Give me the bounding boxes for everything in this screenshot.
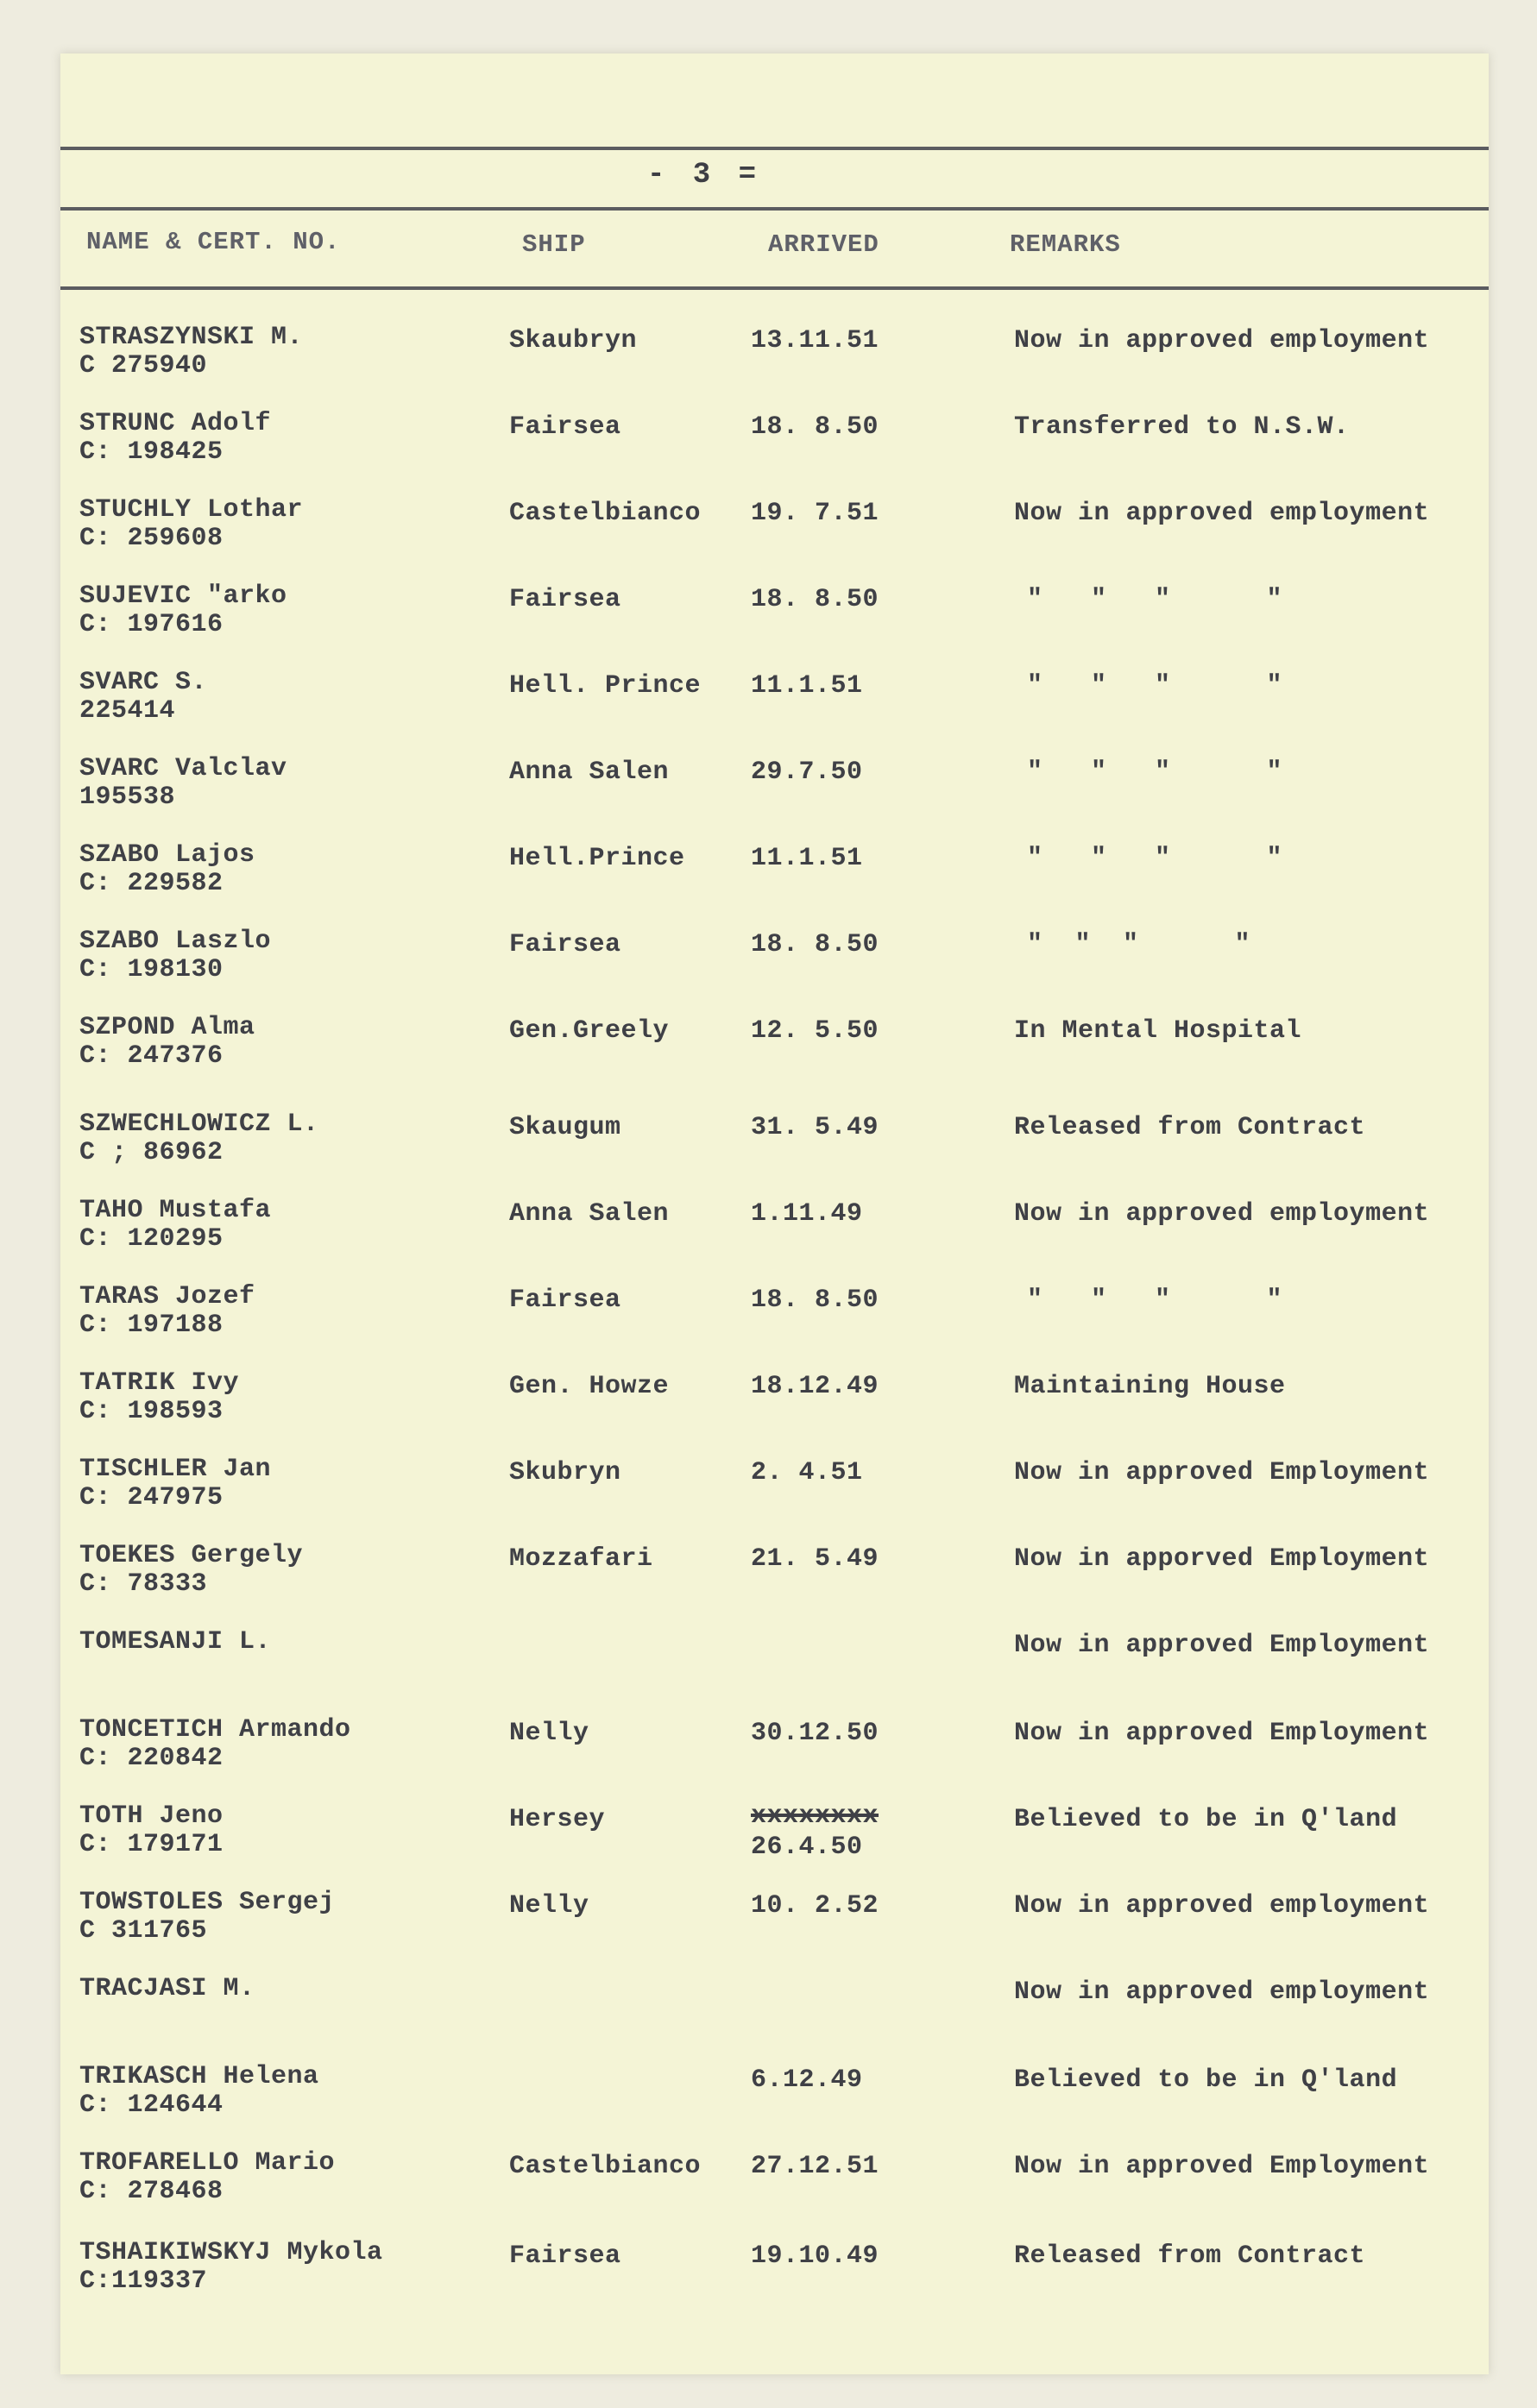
record-arrived: 18. 8.50 — [751, 1286, 879, 1315]
record-ship: Mozzafari — [509, 1544, 653, 1574]
record-name: TROFARELLO Mario — [79, 2148, 336, 2178]
record-remarks: Now in approved Employment — [1014, 1719, 1430, 1748]
record-remarks: Released from Contract — [1014, 2241, 1366, 2271]
record-cert-number: C: 78333 — [79, 1569, 208, 1599]
record-arrived: 10. 2.52 — [751, 1891, 879, 1921]
table-row — [60, 1541, 1489, 1627]
record-cert-number: C: 229582 — [79, 869, 224, 898]
record-remarks: Now in apporved Employment — [1014, 1544, 1430, 1574]
record-name: SZABO Laszlo — [79, 927, 272, 956]
header-ship: SHIP — [522, 230, 586, 259]
record-remarks: Now in approved Employment — [1014, 2152, 1430, 2181]
record-ship: Castelbianco — [509, 2152, 702, 2181]
record-remarks: Maintaining House — [1014, 1372, 1286, 1401]
record-cert-number: C:119337 — [79, 2267, 208, 2296]
record-remarks: Believed to be in Q'land — [1014, 2065, 1398, 2095]
record-ship: Nelly — [509, 1719, 589, 1748]
record-arrived: 11.1.51 — [751, 671, 863, 701]
record-name: SZABO Lajos — [79, 840, 255, 870]
record-arrived: 26.4.50 — [751, 1833, 863, 1862]
page-number: - 3 = — [647, 159, 762, 192]
record-ship: Gen. Howze — [509, 1372, 670, 1401]
record-cert-number: C ; 86962 — [79, 1138, 224, 1167]
record-remarks: " " " " — [1027, 758, 1283, 787]
record-arrived: 1.11.49 — [751, 1199, 863, 1229]
table-row — [60, 668, 1489, 754]
record-name: TOWSTOLES Sergej — [79, 1888, 336, 1917]
record-name: SVARC S. — [79, 668, 208, 697]
record-ship: Anna Salen — [509, 758, 670, 787]
record-cert-number: C: 247376 — [79, 1041, 224, 1071]
table-row — [60, 582, 1489, 668]
record-name: TOTH Jeno — [79, 1801, 224, 1831]
record-name: TARAS Jozef — [79, 1282, 255, 1311]
header-name-cert: NAME & CERT. NO. — [86, 228, 341, 256]
table-row — [60, 1110, 1489, 1196]
record-arrived: 31. 5.49 — [751, 1113, 879, 1142]
record-cert-number: C: 278468 — [79, 2177, 224, 2206]
record-arrived: 21. 5.49 — [751, 1544, 879, 1574]
record-cert-number: C 311765 — [79, 1916, 208, 1946]
record-name: SUJEVIC "arko — [79, 582, 287, 611]
record-remarks: Now in approved employment — [1014, 1891, 1430, 1921]
record-remarks: Now in approved employment — [1014, 1977, 1430, 2007]
record-remarks: Now in approved Employment — [1014, 1631, 1430, 1660]
record-remarks: Now in approved employment — [1014, 499, 1430, 528]
header-remarks: REMARKS — [1010, 230, 1121, 259]
record-ship: Fairsea — [509, 1286, 621, 1315]
top-rule — [60, 147, 1489, 150]
record-remarks: " " " " — [1027, 1286, 1283, 1315]
table-row — [60, 1801, 1489, 1888]
record-arrived: 12. 5.50 — [751, 1016, 879, 1046]
record-name: STUCHLY Lothar — [79, 495, 304, 525]
record-ship: Skubryn — [509, 1458, 621, 1487]
table-row — [60, 495, 1489, 582]
table-row — [60, 1282, 1489, 1368]
record-name: TRACJASI M. — [79, 1974, 255, 2003]
table-row — [60, 1196, 1489, 1282]
record-ship: Castelbianco — [509, 499, 702, 528]
record-remarks: " " " " — [1027, 844, 1283, 873]
record-cert-number: C: 197616 — [79, 610, 224, 639]
table-row — [60, 840, 1489, 927]
table-row — [60, 323, 1489, 409]
table-row — [60, 2148, 1489, 2235]
record-name: SVARC Valclav — [79, 754, 287, 783]
record-name: TONCETICH Armando — [79, 1715, 351, 1745]
record-name: TOEKES Gergely — [79, 1541, 304, 1570]
record-arrived: 29.7.50 — [751, 758, 863, 787]
record-arrived: 18. 8.50 — [751, 585, 879, 614]
record-arrived: 13.11.51 — [751, 326, 879, 355]
header-arrived: ARRIVED — [768, 230, 879, 259]
record-remarks: Transferred to N.S.W. — [1014, 412, 1350, 442]
record-ship: Fairsea — [509, 930, 621, 959]
record-arrived: 30.12.50 — [751, 1719, 879, 1748]
record-arrived: 11.1.51 — [751, 844, 863, 873]
record-name: SZWECHLOWICZ L. — [79, 1110, 319, 1139]
header-top-rule — [60, 207, 1489, 211]
header-bottom-rule — [60, 286, 1489, 290]
record-ship: Hell. Prince — [509, 671, 702, 701]
record-cert-number: C: 247975 — [79, 1483, 224, 1512]
record-remarks: " " " " — [1027, 930, 1251, 959]
record-ship: Anna Salen — [509, 1199, 670, 1229]
record-cert-number: 225414 — [79, 696, 176, 726]
record-cert-number: C: 124644 — [79, 2090, 224, 2120]
record-arrived: 19. 7.51 — [751, 499, 879, 528]
record-ship: Gen.Greely — [509, 1016, 670, 1046]
record-remarks: " " " " — [1027, 671, 1283, 701]
table-row — [60, 409, 1489, 495]
record-ship: Skaubryn — [509, 326, 638, 355]
record-ship: Hell.Prince — [509, 844, 685, 873]
record-remarks: Now in approved employment — [1014, 1199, 1430, 1229]
record-arrived: 18. 8.50 — [751, 930, 879, 959]
record-remarks: Believed to be in Q'land — [1014, 1805, 1398, 1834]
record-name: SZPOND Alma — [79, 1013, 255, 1042]
record-ship: Fairsea — [509, 585, 621, 614]
record-cert-number: C: 120295 — [79, 1224, 224, 1254]
record-ship: Fairsea — [509, 2241, 621, 2271]
record-name: TSHAIKIWSKYJ Mykola — [79, 2238, 383, 2267]
table-row — [60, 2062, 1489, 2148]
record-ship: Skaugum — [509, 1113, 621, 1142]
record-cert-number: C 275940 — [79, 351, 208, 380]
record-remarks: Released from Contract — [1014, 1113, 1366, 1142]
record-cert-number: C: 259608 — [79, 524, 224, 553]
record-arrived: 19.10.49 — [751, 2241, 879, 2271]
record-remarks: In Mental Hospital — [1014, 1016, 1302, 1046]
table-row — [60, 754, 1489, 840]
table-row — [60, 1013, 1489, 1099]
record-arrived: 6.12.49 — [751, 2065, 863, 2095]
table-row — [60, 1627, 1489, 1713]
record-arrived: 18. 8.50 — [751, 412, 879, 442]
record-ship: Nelly — [509, 1891, 589, 1921]
record-cert-number: 195538 — [79, 783, 176, 812]
table-row — [60, 927, 1489, 1013]
record-name: TRIKASCH Helena — [79, 2062, 319, 2091]
table-row — [60, 1455, 1489, 1541]
record-cert-number: C: 220842 — [79, 1744, 224, 1773]
record-name: STRASZYNSKI M. — [79, 323, 304, 352]
table-row — [60, 2238, 1489, 2324]
record-arrived: 2. 4.51 — [751, 1458, 863, 1487]
table-row — [60, 1888, 1489, 1974]
record-cert-number: C: 197188 — [79, 1311, 224, 1340]
record-name: TISCHLER Jan — [79, 1455, 272, 1484]
record-cert-number: C: 179171 — [79, 1830, 224, 1859]
record-name: TAHO Mustafa — [79, 1196, 272, 1225]
table-row — [60, 1368, 1489, 1455]
record-remarks: Now in approved employment — [1014, 326, 1430, 355]
record-cert-number: C: 198425 — [79, 437, 224, 467]
record-name: TATRIK Ivy — [79, 1368, 240, 1398]
record-arrived: 27.12.51 — [751, 2152, 879, 2181]
record-remarks: " " " " — [1027, 585, 1283, 614]
record-ship: Fairsea — [509, 412, 621, 442]
table-row — [60, 1715, 1489, 1801]
document-page — [60, 53, 1489, 2374]
table-row — [60, 1974, 1489, 2060]
record-remarks: Now in approved Employment — [1014, 1458, 1430, 1487]
record-ship: Hersey — [509, 1805, 606, 1834]
record-arrived: 18.12.49 — [751, 1372, 879, 1401]
record-arrived-struck: xxxxxxxx — [751, 1801, 879, 1831]
record-name: TOMESANJI L. — [79, 1627, 272, 1657]
record-name: STRUNC Adolf — [79, 409, 272, 438]
record-cert-number: C: 198593 — [79, 1397, 224, 1426]
record-cert-number: C: 198130 — [79, 955, 224, 984]
